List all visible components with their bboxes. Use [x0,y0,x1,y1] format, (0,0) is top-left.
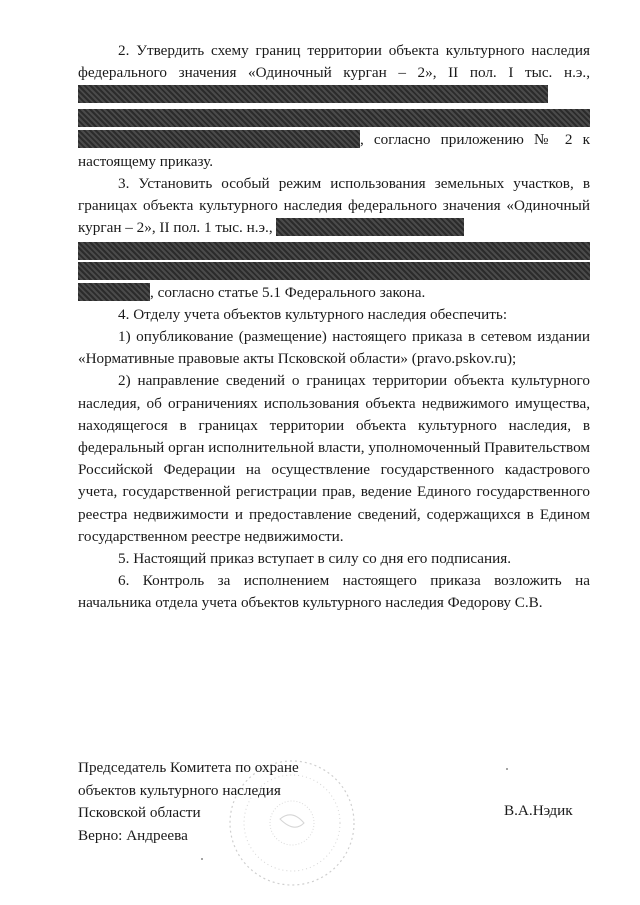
scan-speck [201,858,203,860]
signature-block [78,757,299,847]
signature-position-line-2: объектов культурного наследия [78,781,281,799]
redaction-block [78,109,590,127]
document-body [78,40,590,615]
signature-verified-line: Верно: Андреева [78,826,188,844]
item-3-text-b: , согласно статье 5.1 Федерального закона. [150,283,426,301]
item-2-text-b: , согласно приложению № 2 к настоящему приказу. [78,130,590,170]
item-4-sub-1: 1) опубликование (размещение) настоящего приказа в сетевом издании «Нормативные правовые акты Псковской области» (pravo.pskov.ru); [78,328,590,368]
scan-speck [506,768,508,770]
redaction-block [78,262,590,280]
item-2-paragraph [78,40,590,173]
item-5-paragraph: 5. Настоящий приказ вступает в силу со дня его подписания. [118,550,512,568]
redaction-block [276,218,464,236]
signer-name: В.А.Нэдик [504,802,573,819]
redaction-block [78,130,360,148]
item-3-paragraph [78,173,590,304]
item-6-paragraph: 6. Контроль за исполнением настоящего приказа возложить на начальника отдела учета объектов культурного наследия Федорову С.В. [78,572,590,612]
item-4-sub-2: 2) направление сведений о границах территории объекта культурного наследия, об ограничениях использования объекта недвижимого имущества, находящегося в границах территории объекта культурного наследия, в федеральный орган исполнительной власти, уполномоченный Правительством Российской Федерации на осуществление государственного кадастрового учета, государственной регистрации прав, ведение Единого государственного реестра недвижимости и предоставление сведений, содержащихся в Едином государственном реестре недвижимости. [78,372,590,545]
redaction-block [78,283,150,301]
redaction-block [78,242,590,260]
signature-position-line-3: Псковской области [78,804,201,822]
item-3-text-a: 3. Установить особый режим использования земельных участков, в границах объекта культурного наследия федерального значения «Одиночный курган – 2», II пол. 1 тыс. н.э., [78,175,590,237]
item-2-text-a: 2. Утвердить схему границ территории объекта культурного наследия федерального значения «Одиночный курган – 2», II пол. I тыс. н.э., [78,42,590,82]
signature-position-line-1: Председатель Комитета по охране [78,759,299,776]
redaction-block [78,85,548,103]
item-4-intro: 4. Отделу учета объектов культурного наследия обеспечить: [118,305,508,323]
